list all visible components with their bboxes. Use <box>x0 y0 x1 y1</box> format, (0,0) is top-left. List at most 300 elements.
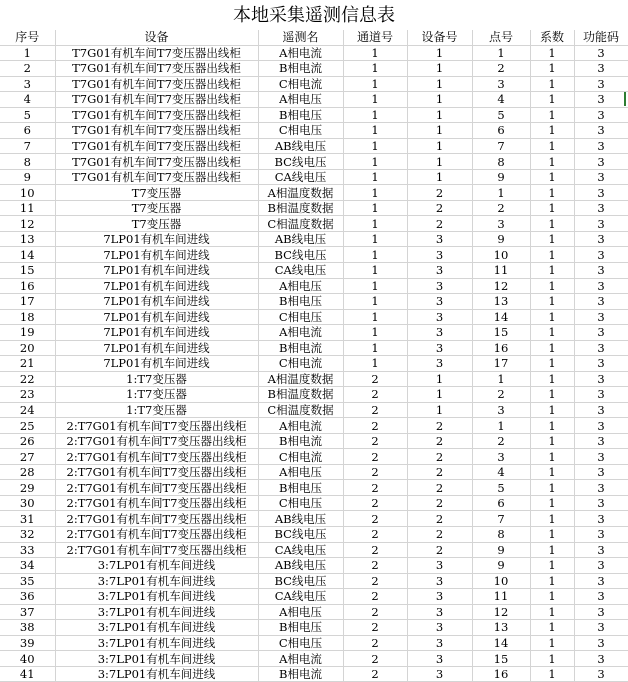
coefficient-cell[interactable]: 1 <box>530 185 574 201</box>
seq-cell[interactable]: 25 <box>0 418 55 434</box>
header-cell[interactable]: 点号 <box>472 30 530 45</box>
channel-cell[interactable]: 1 <box>343 76 407 92</box>
header-cell[interactable]: 序号 <box>0 30 55 45</box>
seq-cell[interactable]: 26 <box>0 433 55 449</box>
telemetry-name-cell[interactable]: B相电流 <box>258 340 343 356</box>
coefficient-cell[interactable]: 1 <box>530 76 574 92</box>
device-no-cell[interactable]: 3 <box>407 325 472 341</box>
seq-cell[interactable]: 41 <box>0 666 55 682</box>
point-cell[interactable]: 1 <box>472 185 530 201</box>
channel-cell[interactable]: 2 <box>343 433 407 449</box>
function-code-cell[interactable]: 3 <box>574 651 628 667</box>
function-code-cell[interactable]: 3 <box>574 387 628 403</box>
telemetry-name-cell[interactable]: BC线电压 <box>258 573 343 589</box>
device-cell[interactable]: 7LP01有机车间进线 <box>55 231 258 247</box>
telemetry-name-cell[interactable]: AB线电压 <box>258 231 343 247</box>
point-cell[interactable]: 2 <box>472 387 530 403</box>
device-no-cell[interactable]: 1 <box>407 92 472 108</box>
device-cell[interactable]: 3:7LP01有机车间进线 <box>55 620 258 636</box>
device-cell[interactable]: 3:7LP01有机车间进线 <box>55 666 258 682</box>
coefficient-cell[interactable]: 1 <box>530 138 574 154</box>
device-no-cell[interactable]: 1 <box>407 61 472 77</box>
seq-cell[interactable]: 22 <box>0 371 55 387</box>
seq-cell[interactable]: 33 <box>0 542 55 558</box>
telemetry-name-cell[interactable]: A相温度数据 <box>258 185 343 201</box>
channel-cell[interactable]: 2 <box>343 666 407 682</box>
channel-cell[interactable]: 1 <box>343 45 407 61</box>
coefficient-cell[interactable]: 1 <box>530 402 574 418</box>
device-no-cell[interactable]: 3 <box>407 573 472 589</box>
device-cell[interactable]: 3:7LP01有机车间进线 <box>55 651 258 667</box>
point-cell[interactable]: 10 <box>472 247 530 263</box>
point-cell[interactable]: 2 <box>472 200 530 216</box>
telemetry-name-cell[interactable]: CA线电压 <box>258 542 343 558</box>
point-cell[interactable]: 10 <box>472 573 530 589</box>
telemetry-name-cell[interactable]: C相电压 <box>258 123 343 139</box>
point-cell[interactable]: 9 <box>472 169 530 185</box>
header-cell[interactable]: 系数 <box>530 30 574 45</box>
channel-cell[interactable]: 1 <box>343 169 407 185</box>
device-no-cell[interactable]: 2 <box>407 185 472 201</box>
coefficient-cell[interactable]: 1 <box>530 169 574 185</box>
device-no-cell[interactable]: 1 <box>407 76 472 92</box>
device-cell[interactable]: T7变压器 <box>55 185 258 201</box>
telemetry-name-cell[interactable]: A相电压 <box>258 92 343 108</box>
coefficient-cell[interactable]: 1 <box>530 309 574 325</box>
coefficient-cell[interactable]: 1 <box>530 527 574 543</box>
device-no-cell[interactable]: 2 <box>407 418 472 434</box>
function-code-cell[interactable]: 3 <box>574 666 628 682</box>
channel-cell[interactable]: 2 <box>343 418 407 434</box>
device-cell[interactable]: T7G01有机车间T7变压器出线柜 <box>55 107 258 123</box>
channel-cell[interactable]: 1 <box>343 231 407 247</box>
function-code-cell[interactable]: 3 <box>574 262 628 278</box>
channel-cell[interactable]: 1 <box>343 309 407 325</box>
coefficient-cell[interactable]: 1 <box>530 495 574 511</box>
point-cell[interactable]: 1 <box>472 371 530 387</box>
device-cell[interactable]: 1:T7变压器 <box>55 402 258 418</box>
function-code-cell[interactable]: 3 <box>574 464 628 480</box>
point-cell[interactable]: 4 <box>472 92 530 108</box>
seq-cell[interactable]: 2 <box>0 61 55 77</box>
function-code-cell[interactable]: 3 <box>574 138 628 154</box>
device-cell[interactable]: 2:T7G01有机车间T7变压器出线柜 <box>55 433 258 449</box>
seq-cell[interactable]: 13 <box>0 231 55 247</box>
seq-cell[interactable]: 10 <box>0 185 55 201</box>
seq-cell[interactable]: 14 <box>0 247 55 263</box>
device-no-cell[interactable]: 1 <box>407 387 472 403</box>
device-no-cell[interactable]: 1 <box>407 402 472 418</box>
coefficient-cell[interactable]: 1 <box>530 123 574 139</box>
device-cell[interactable]: 2:T7G01有机车间T7变压器出线柜 <box>55 495 258 511</box>
point-cell[interactable]: 16 <box>472 340 530 356</box>
device-no-cell[interactable]: 2 <box>407 433 472 449</box>
point-cell[interactable]: 9 <box>472 542 530 558</box>
device-cell[interactable]: 3:7LP01有机车间进线 <box>55 558 258 574</box>
seq-cell[interactable]: 36 <box>0 589 55 605</box>
function-code-cell[interactable]: 3 <box>574 604 628 620</box>
point-cell[interactable]: 13 <box>472 294 530 310</box>
channel-cell[interactable]: 2 <box>343 651 407 667</box>
telemetry-name-cell[interactable]: CA线电压 <box>258 589 343 605</box>
seq-cell[interactable]: 19 <box>0 325 55 341</box>
function-code-cell[interactable]: 3 <box>574 558 628 574</box>
coefficient-cell[interactable]: 1 <box>530 635 574 651</box>
point-cell[interactable]: 15 <box>472 651 530 667</box>
seq-cell[interactable]: 32 <box>0 527 55 543</box>
seq-cell[interactable]: 3 <box>0 76 55 92</box>
channel-cell[interactable]: 2 <box>343 495 407 511</box>
telemetry-name-cell[interactable]: A相电流 <box>258 325 343 341</box>
coefficient-cell[interactable]: 1 <box>530 418 574 434</box>
coefficient-cell[interactable]: 1 <box>530 325 574 341</box>
device-no-cell[interactable]: 1 <box>407 154 472 170</box>
coefficient-cell[interactable]: 1 <box>530 480 574 496</box>
device-no-cell[interactable]: 1 <box>407 45 472 61</box>
device-cell[interactable]: T7G01有机车间T7变压器出线柜 <box>55 154 258 170</box>
coefficient-cell[interactable]: 1 <box>530 511 574 527</box>
function-code-cell[interactable]: 3 <box>574 216 628 232</box>
telemetry-name-cell[interactable]: B相温度数据 <box>258 387 343 403</box>
coefficient-cell[interactable]: 1 <box>530 433 574 449</box>
channel-cell[interactable]: 1 <box>343 154 407 170</box>
telemetry-name-cell[interactable]: B相电流 <box>258 61 343 77</box>
point-cell[interactable]: 1 <box>472 418 530 434</box>
coefficient-cell[interactable]: 1 <box>530 604 574 620</box>
device-no-cell[interactable]: 2 <box>407 216 472 232</box>
point-cell[interactable]: 12 <box>472 604 530 620</box>
seq-cell[interactable]: 28 <box>0 464 55 480</box>
seq-cell[interactable]: 37 <box>0 604 55 620</box>
telemetry-name-cell[interactable]: A相电压 <box>258 604 343 620</box>
device-no-cell[interactable]: 2 <box>407 511 472 527</box>
coefficient-cell[interactable]: 1 <box>530 620 574 636</box>
channel-cell[interactable]: 2 <box>343 449 407 465</box>
device-cell[interactable]: 7LP01有机车间进线 <box>55 262 258 278</box>
device-no-cell[interactable]: 1 <box>407 123 472 139</box>
device-no-cell[interactable]: 3 <box>407 340 472 356</box>
point-cell[interactable]: 6 <box>472 495 530 511</box>
seq-cell[interactable]: 6 <box>0 123 55 139</box>
device-cell[interactable]: 2:T7G01有机车间T7变压器出线柜 <box>55 542 258 558</box>
channel-cell[interactable]: 2 <box>343 527 407 543</box>
seq-cell[interactable]: 23 <box>0 387 55 403</box>
function-code-cell[interactable]: 3 <box>574 278 628 294</box>
channel-cell[interactable]: 2 <box>343 573 407 589</box>
device-cell[interactable]: 3:7LP01有机车间进线 <box>55 573 258 589</box>
seq-cell[interactable]: 11 <box>0 200 55 216</box>
telemetry-name-cell[interactable]: C相电压 <box>258 635 343 651</box>
coefficient-cell[interactable]: 1 <box>530 340 574 356</box>
device-cell[interactable]: 1:T7变压器 <box>55 387 258 403</box>
seq-cell[interactable]: 5 <box>0 107 55 123</box>
seq-cell[interactable]: 16 <box>0 278 55 294</box>
device-no-cell[interactable]: 3 <box>407 247 472 263</box>
function-code-cell[interactable]: 3 <box>574 325 628 341</box>
point-cell[interactable]: 6 <box>472 123 530 139</box>
device-cell[interactable]: 3:7LP01有机车间进线 <box>55 604 258 620</box>
point-cell[interactable]: 8 <box>472 154 530 170</box>
telemetry-name-cell[interactable]: BC线电压 <box>258 247 343 263</box>
point-cell[interactable]: 3 <box>472 76 530 92</box>
point-cell[interactable]: 8 <box>472 527 530 543</box>
function-code-cell[interactable]: 3 <box>574 527 628 543</box>
channel-cell[interactable]: 2 <box>343 402 407 418</box>
seq-cell[interactable]: 17 <box>0 294 55 310</box>
coefficient-cell[interactable]: 1 <box>530 558 574 574</box>
device-cell[interactable]: 2:T7G01有机车间T7变压器出线柜 <box>55 449 258 465</box>
channel-cell[interactable]: 1 <box>343 107 407 123</box>
device-no-cell[interactable]: 3 <box>407 651 472 667</box>
device-no-cell[interactable]: 1 <box>407 138 472 154</box>
device-cell[interactable]: T7G01有机车间T7变压器出线柜 <box>55 138 258 154</box>
telemetry-name-cell[interactable]: C相电压 <box>258 495 343 511</box>
coefficient-cell[interactable]: 1 <box>530 573 574 589</box>
header-cell[interactable]: 通道号 <box>343 30 407 45</box>
function-code-cell[interactable]: 3 <box>574 309 628 325</box>
coefficient-cell[interactable]: 1 <box>530 651 574 667</box>
header-cell[interactable]: 功能码 <box>574 30 628 45</box>
seq-cell[interactable]: 40 <box>0 651 55 667</box>
telemetry-name-cell[interactable]: B相电流 <box>258 433 343 449</box>
telemetry-name-cell[interactable]: B相电压 <box>258 107 343 123</box>
telemetry-name-cell[interactable]: C相电流 <box>258 76 343 92</box>
device-no-cell[interactable]: 3 <box>407 620 472 636</box>
device-no-cell[interactable]: 1 <box>407 107 472 123</box>
telemetry-name-cell[interactable]: B相电压 <box>258 294 343 310</box>
function-code-cell[interactable]: 3 <box>574 107 628 123</box>
function-code-cell[interactable]: 3 <box>574 154 628 170</box>
telemetry-name-cell[interactable]: A相电压 <box>258 464 343 480</box>
device-cell[interactable]: T7G01有机车间T7变压器出线柜 <box>55 61 258 77</box>
function-code-cell[interactable]: 3 <box>574 635 628 651</box>
seq-cell[interactable]: 9 <box>0 169 55 185</box>
channel-cell[interactable]: 1 <box>343 247 407 263</box>
channel-cell[interactable]: 1 <box>343 294 407 310</box>
telemetry-name-cell[interactable]: B相电流 <box>258 666 343 682</box>
device-cell[interactable]: T7G01有机车间T7变压器出线柜 <box>55 76 258 92</box>
device-cell[interactable]: 7LP01有机车间进线 <box>55 325 258 341</box>
device-no-cell[interactable]: 1 <box>407 371 472 387</box>
telemetry-name-cell[interactable]: A相电流 <box>258 45 343 61</box>
seq-cell[interactable]: 38 <box>0 620 55 636</box>
telemetry-name-cell[interactable]: B相电压 <box>258 620 343 636</box>
point-cell[interactable]: 5 <box>472 480 530 496</box>
function-code-cell[interactable]: 3 <box>574 231 628 247</box>
device-no-cell[interactable]: 2 <box>407 449 472 465</box>
seq-cell[interactable]: 8 <box>0 154 55 170</box>
seq-cell[interactable]: 21 <box>0 356 55 372</box>
function-code-cell[interactable]: 3 <box>574 356 628 372</box>
coefficient-cell[interactable]: 1 <box>530 154 574 170</box>
device-no-cell[interactable]: 3 <box>407 666 472 682</box>
device-no-cell[interactable]: 2 <box>407 480 472 496</box>
point-cell[interactable]: 16 <box>472 666 530 682</box>
function-code-cell[interactable]: 3 <box>574 480 628 496</box>
point-cell[interactable]: 7 <box>472 511 530 527</box>
coefficient-cell[interactable]: 1 <box>530 666 574 682</box>
channel-cell[interactable]: 2 <box>343 604 407 620</box>
header-cell[interactable]: 遥测名 <box>258 30 343 45</box>
seq-cell[interactable]: 12 <box>0 216 55 232</box>
device-cell[interactable]: 2:T7G01有机车间T7变压器出线柜 <box>55 418 258 434</box>
telemetry-name-cell[interactable]: AB线电压 <box>258 511 343 527</box>
coefficient-cell[interactable]: 1 <box>530 262 574 278</box>
function-code-cell[interactable]: 3 <box>574 573 628 589</box>
function-code-cell[interactable]: 3 <box>574 247 628 263</box>
device-no-cell[interactable]: 3 <box>407 262 472 278</box>
device-cell[interactable]: T7G01有机车间T7变压器出线柜 <box>55 92 258 108</box>
coefficient-cell[interactable]: 1 <box>530 356 574 372</box>
telemetry-name-cell[interactable]: B相温度数据 <box>258 200 343 216</box>
device-cell[interactable]: 1:T7变压器 <box>55 371 258 387</box>
function-code-cell[interactable]: 3 <box>574 433 628 449</box>
device-cell[interactable]: 2:T7G01有机车间T7变压器出线柜 <box>55 464 258 480</box>
point-cell[interactable]: 14 <box>472 635 530 651</box>
device-no-cell[interactable]: 2 <box>407 200 472 216</box>
coefficient-cell[interactable]: 1 <box>530 464 574 480</box>
device-cell[interactable]: 7LP01有机车间进线 <box>55 247 258 263</box>
function-code-cell[interactable]: 3 <box>574 61 628 77</box>
function-code-cell[interactable]: 3 <box>574 495 628 511</box>
header-cell[interactable]: 设备号 <box>407 30 472 45</box>
seq-cell[interactable]: 7 <box>0 138 55 154</box>
channel-cell[interactable]: 2 <box>343 387 407 403</box>
point-cell[interactable]: 14 <box>472 309 530 325</box>
header-cell[interactable]: 设备 <box>55 30 258 45</box>
channel-cell[interactable]: 2 <box>343 589 407 605</box>
telemetry-name-cell[interactable]: AB线电压 <box>258 558 343 574</box>
telemetry-name-cell[interactable]: CA线电压 <box>258 262 343 278</box>
coefficient-cell[interactable]: 1 <box>530 589 574 605</box>
seq-cell[interactable]: 27 <box>0 449 55 465</box>
device-no-cell[interactable]: 3 <box>407 604 472 620</box>
coefficient-cell[interactable]: 1 <box>530 107 574 123</box>
point-cell[interactable]: 3 <box>472 216 530 232</box>
device-no-cell[interactable]: 2 <box>407 542 472 558</box>
channel-cell[interactable]: 2 <box>343 511 407 527</box>
telemetry-name-cell[interactable]: C相电流 <box>258 449 343 465</box>
seq-cell[interactable]: 1 <box>0 45 55 61</box>
point-cell[interactable]: 12 <box>472 278 530 294</box>
channel-cell[interactable]: 1 <box>343 340 407 356</box>
point-cell[interactable]: 11 <box>472 589 530 605</box>
telemetry-name-cell[interactable]: C相电压 <box>258 309 343 325</box>
seq-cell[interactable]: 39 <box>0 635 55 651</box>
channel-cell[interactable]: 1 <box>343 185 407 201</box>
function-code-cell[interactable]: 3 <box>574 92 628 108</box>
device-no-cell[interactable]: 3 <box>407 294 472 310</box>
device-cell[interactable]: T7G01有机车间T7变压器出线柜 <box>55 123 258 139</box>
device-no-cell[interactable]: 3 <box>407 635 472 651</box>
channel-cell[interactable]: 1 <box>343 356 407 372</box>
channel-cell[interactable]: 1 <box>343 61 407 77</box>
seq-cell[interactable]: 30 <box>0 495 55 511</box>
device-no-cell[interactable]: 2 <box>407 527 472 543</box>
device-no-cell[interactable]: 3 <box>407 558 472 574</box>
device-cell[interactable]: 2:T7G01有机车间T7变压器出线柜 <box>55 511 258 527</box>
point-cell[interactable]: 4 <box>472 464 530 480</box>
coefficient-cell[interactable]: 1 <box>530 387 574 403</box>
point-cell[interactable]: 17 <box>472 356 530 372</box>
point-cell[interactable]: 2 <box>472 61 530 77</box>
telemetry-name-cell[interactable]: A相电压 <box>258 278 343 294</box>
coefficient-cell[interactable]: 1 <box>530 247 574 263</box>
telemetry-name-cell[interactable]: AB线电压 <box>258 138 343 154</box>
device-no-cell[interactable]: 3 <box>407 356 472 372</box>
channel-cell[interactable]: 2 <box>343 558 407 574</box>
coefficient-cell[interactable]: 1 <box>530 542 574 558</box>
function-code-cell[interactable]: 3 <box>574 402 628 418</box>
function-code-cell[interactable]: 3 <box>574 340 628 356</box>
channel-cell[interactable]: 1 <box>343 123 407 139</box>
coefficient-cell[interactable]: 1 <box>530 231 574 247</box>
channel-cell[interactable]: 1 <box>343 138 407 154</box>
coefficient-cell[interactable]: 1 <box>530 92 574 108</box>
telemetry-name-cell[interactable]: C相温度数据 <box>258 216 343 232</box>
device-no-cell[interactable]: 2 <box>407 495 472 511</box>
device-cell[interactable]: 7LP01有机车间进线 <box>55 278 258 294</box>
point-cell[interactable]: 3 <box>472 449 530 465</box>
seq-cell[interactable]: 24 <box>0 402 55 418</box>
telemetry-name-cell[interactable]: BC线电压 <box>258 527 343 543</box>
telemetry-name-cell[interactable]: B相电压 <box>258 480 343 496</box>
device-no-cell[interactable]: 1 <box>407 169 472 185</box>
seq-cell[interactable]: 20 <box>0 340 55 356</box>
seq-cell[interactable]: 29 <box>0 480 55 496</box>
device-cell[interactable]: 2:T7G01有机车间T7变压器出线柜 <box>55 480 258 496</box>
point-cell[interactable]: 13 <box>472 620 530 636</box>
function-code-cell[interactable]: 3 <box>574 76 628 92</box>
telemetry-name-cell[interactable]: A相电流 <box>258 651 343 667</box>
point-cell[interactable]: 7 <box>472 138 530 154</box>
device-cell[interactable]: T7变压器 <box>55 216 258 232</box>
seq-cell[interactable]: 15 <box>0 262 55 278</box>
seq-cell[interactable]: 4 <box>0 92 55 108</box>
device-no-cell[interactable]: 3 <box>407 589 472 605</box>
channel-cell[interactable]: 1 <box>343 92 407 108</box>
channel-cell[interactable]: 2 <box>343 635 407 651</box>
coefficient-cell[interactable]: 1 <box>530 449 574 465</box>
coefficient-cell[interactable]: 1 <box>530 45 574 61</box>
channel-cell[interactable]: 2 <box>343 480 407 496</box>
seq-cell[interactable]: 31 <box>0 511 55 527</box>
function-code-cell[interactable]: 3 <box>574 185 628 201</box>
device-no-cell[interactable]: 2 <box>407 464 472 480</box>
function-code-cell[interactable]: 3 <box>574 511 628 527</box>
point-cell[interactable]: 1 <box>472 45 530 61</box>
channel-cell[interactable]: 2 <box>343 542 407 558</box>
coefficient-cell[interactable]: 1 <box>530 294 574 310</box>
device-cell[interactable]: 3:7LP01有机车间进线 <box>55 635 258 651</box>
coefficient-cell[interactable]: 1 <box>530 371 574 387</box>
telemetry-name-cell[interactable]: CA线电压 <box>258 169 343 185</box>
point-cell[interactable]: 3 <box>472 402 530 418</box>
channel-cell[interactable]: 2 <box>343 620 407 636</box>
telemetry-name-cell[interactable]: BC线电压 <box>258 154 343 170</box>
device-cell[interactable]: T7G01有机车间T7变压器出线柜 <box>55 45 258 61</box>
point-cell[interactable]: 9 <box>472 558 530 574</box>
function-code-cell[interactable]: 3 <box>574 123 628 139</box>
device-no-cell[interactable]: 3 <box>407 309 472 325</box>
telemetry-name-cell[interactable]: A相温度数据 <box>258 371 343 387</box>
point-cell[interactable]: 2 <box>472 433 530 449</box>
telemetry-name-cell[interactable]: C相温度数据 <box>258 402 343 418</box>
device-cell[interactable]: 7LP01有机车间进线 <box>55 309 258 325</box>
channel-cell[interactable]: 1 <box>343 278 407 294</box>
device-no-cell[interactable]: 3 <box>407 278 472 294</box>
channel-cell[interactable]: 2 <box>343 371 407 387</box>
